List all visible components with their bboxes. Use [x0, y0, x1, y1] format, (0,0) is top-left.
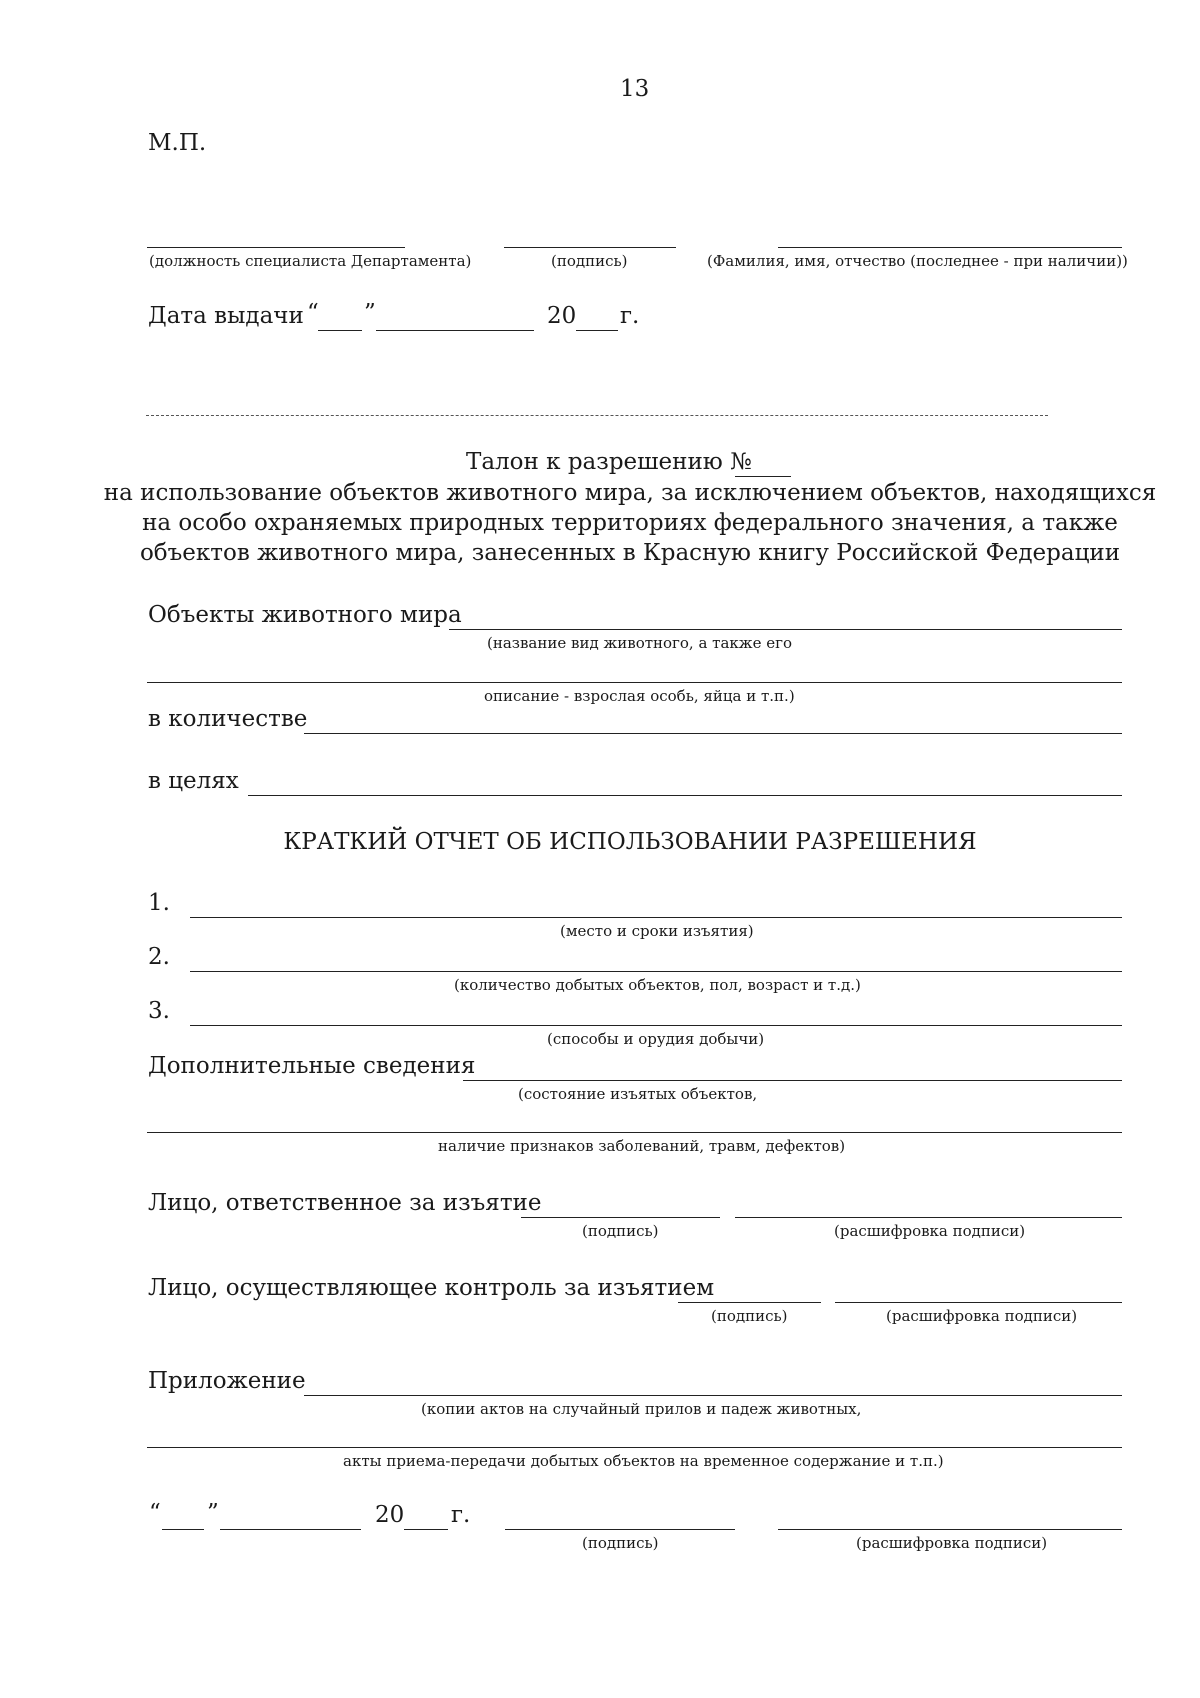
cut-line — [146, 415, 1048, 416]
issue-date-label: Дата выдачи — [148, 303, 304, 329]
objects-caption-1: (название вид животного, а также его — [487, 634, 793, 652]
signature-caption: (подпись) — [551, 252, 628, 270]
additional-caption-1: (состояние изъятых объектов, — [518, 1085, 758, 1103]
quantity-line[interactable] — [304, 733, 1122, 734]
responsible-label: Лицо, ответственное за изъятие — [148, 1190, 542, 1216]
final-signature-caption: (подпись) — [582, 1534, 659, 1552]
quantity-label: в количестве — [148, 706, 308, 732]
report-item-line-2[interactable] — [190, 971, 1122, 972]
final-month-line[interactable] — [220, 1529, 361, 1530]
issue-date-close-quote: ” — [364, 300, 376, 326]
attachment-line-2[interactable] — [147, 1447, 1122, 1448]
additional-line[interactable] — [463, 1080, 1122, 1081]
final-date-open-quote: “ — [149, 1500, 161, 1526]
report-heading: КРАТКИЙ ОТЧЕТ ОБ ИСПОЛЬЗОВАНИИ РАЗРЕШЕНИЯ — [283, 829, 977, 855]
responsible-signature-caption: (подпись) — [582, 1222, 659, 1240]
issue-day-line[interactable] — [318, 330, 362, 331]
position-caption: (должность специалиста Департамента) — [149, 252, 472, 270]
issue-year-prefix: 20 — [547, 303, 577, 329]
coupon-subtitle-line-3: объектов животного мира, занесенных в Красную книгу Российской Федерации — [139, 540, 1121, 566]
objects-line-2[interactable] — [147, 682, 1122, 683]
attachment-line[interactable] — [304, 1395, 1122, 1396]
controller-decode-line[interactable] — [835, 1302, 1122, 1303]
coupon-subtitle-line-1: на использование объектов животного мира, за исключением объектов, находящихся — [103, 480, 1157, 506]
final-decode-line[interactable] — [778, 1529, 1122, 1530]
coupon-subtitle-line-2: на особо охраняемых природных территориях федерального значения, а также — [142, 510, 1118, 536]
controller-label: Лицо, осуществляющее контроль за изъятием — [148, 1275, 715, 1301]
objects-line[interactable] — [449, 629, 1122, 630]
report-item-caption-1: (место и сроки изъятия) — [560, 922, 754, 940]
issue-year-line[interactable] — [576, 330, 618, 331]
coupon-title: Талон к разрешению № — [466, 449, 752, 475]
purpose-label: в целях — [148, 768, 239, 794]
final-year-prefix: 20 — [375, 1502, 405, 1528]
final-signature-line[interactable] — [505, 1529, 735, 1530]
objects-caption-2: описание - взрослая особь, яйца и т.п.) — [484, 687, 795, 705]
name-caption: (Фамилия, имя, отчество (последнее - при наличии)) — [707, 252, 1128, 270]
report-item-number-3: 3. — [148, 998, 170, 1024]
additional-line-2[interactable] — [147, 1132, 1122, 1133]
controller-signature-line[interactable] — [678, 1302, 821, 1303]
responsible-decode-line[interactable] — [735, 1217, 1122, 1218]
responsible-decode-caption: (расшифровка подписи) — [834, 1222, 1026, 1240]
final-date-close-quote: ” — [207, 1500, 219, 1526]
attachment-caption-2: акты приема-передачи добытых объектов на временное содержание и т.п.) — [343, 1452, 944, 1470]
additional-label: Дополнительные сведения — [148, 1053, 476, 1079]
signature-line[interactable] — [504, 247, 676, 248]
controller-signature-caption: (подпись) — [711, 1307, 788, 1325]
report-item-caption-3: (способы и орудия добычи) — [547, 1030, 765, 1048]
position-line[interactable] — [147, 247, 405, 248]
objects-label: Объекты животного мира — [148, 602, 462, 628]
report-item-number-1: 1. — [148, 890, 170, 916]
stamp-label: М.П. — [148, 130, 207, 156]
issue-date-open-quote: “ — [307, 300, 319, 326]
name-line[interactable] — [778, 247, 1122, 248]
report-item-number-2: 2. — [148, 944, 170, 970]
responsible-signature-line[interactable] — [521, 1217, 720, 1218]
final-decode-caption: (расшифровка подписи) — [856, 1534, 1048, 1552]
final-year-line[interactable] — [404, 1529, 448, 1530]
controller-decode-caption: (расшифровка подписи) — [886, 1307, 1078, 1325]
issue-year-suffix: г. — [620, 303, 640, 329]
issue-month-line[interactable] — [376, 330, 534, 331]
coupon-number-line[interactable] — [735, 476, 791, 477]
additional-caption-2: наличие признаков заболеваний, травм, дефектов) — [438, 1137, 846, 1155]
report-item-line-3[interactable] — [190, 1025, 1122, 1026]
purpose-line[interactable] — [248, 795, 1122, 796]
report-item-caption-2: (количество добытых объектов, пол, возраст и т.д.) — [454, 976, 861, 994]
attachment-caption-1: (копии актов на случайный прилов и падеж животных, — [421, 1400, 862, 1418]
final-day-line[interactable] — [162, 1529, 204, 1530]
final-year-suffix: г. — [451, 1502, 471, 1528]
page-number: 13 — [620, 76, 650, 102]
attachment-label: Приложение — [148, 1368, 306, 1394]
report-item-line-1[interactable] — [190, 917, 1122, 918]
